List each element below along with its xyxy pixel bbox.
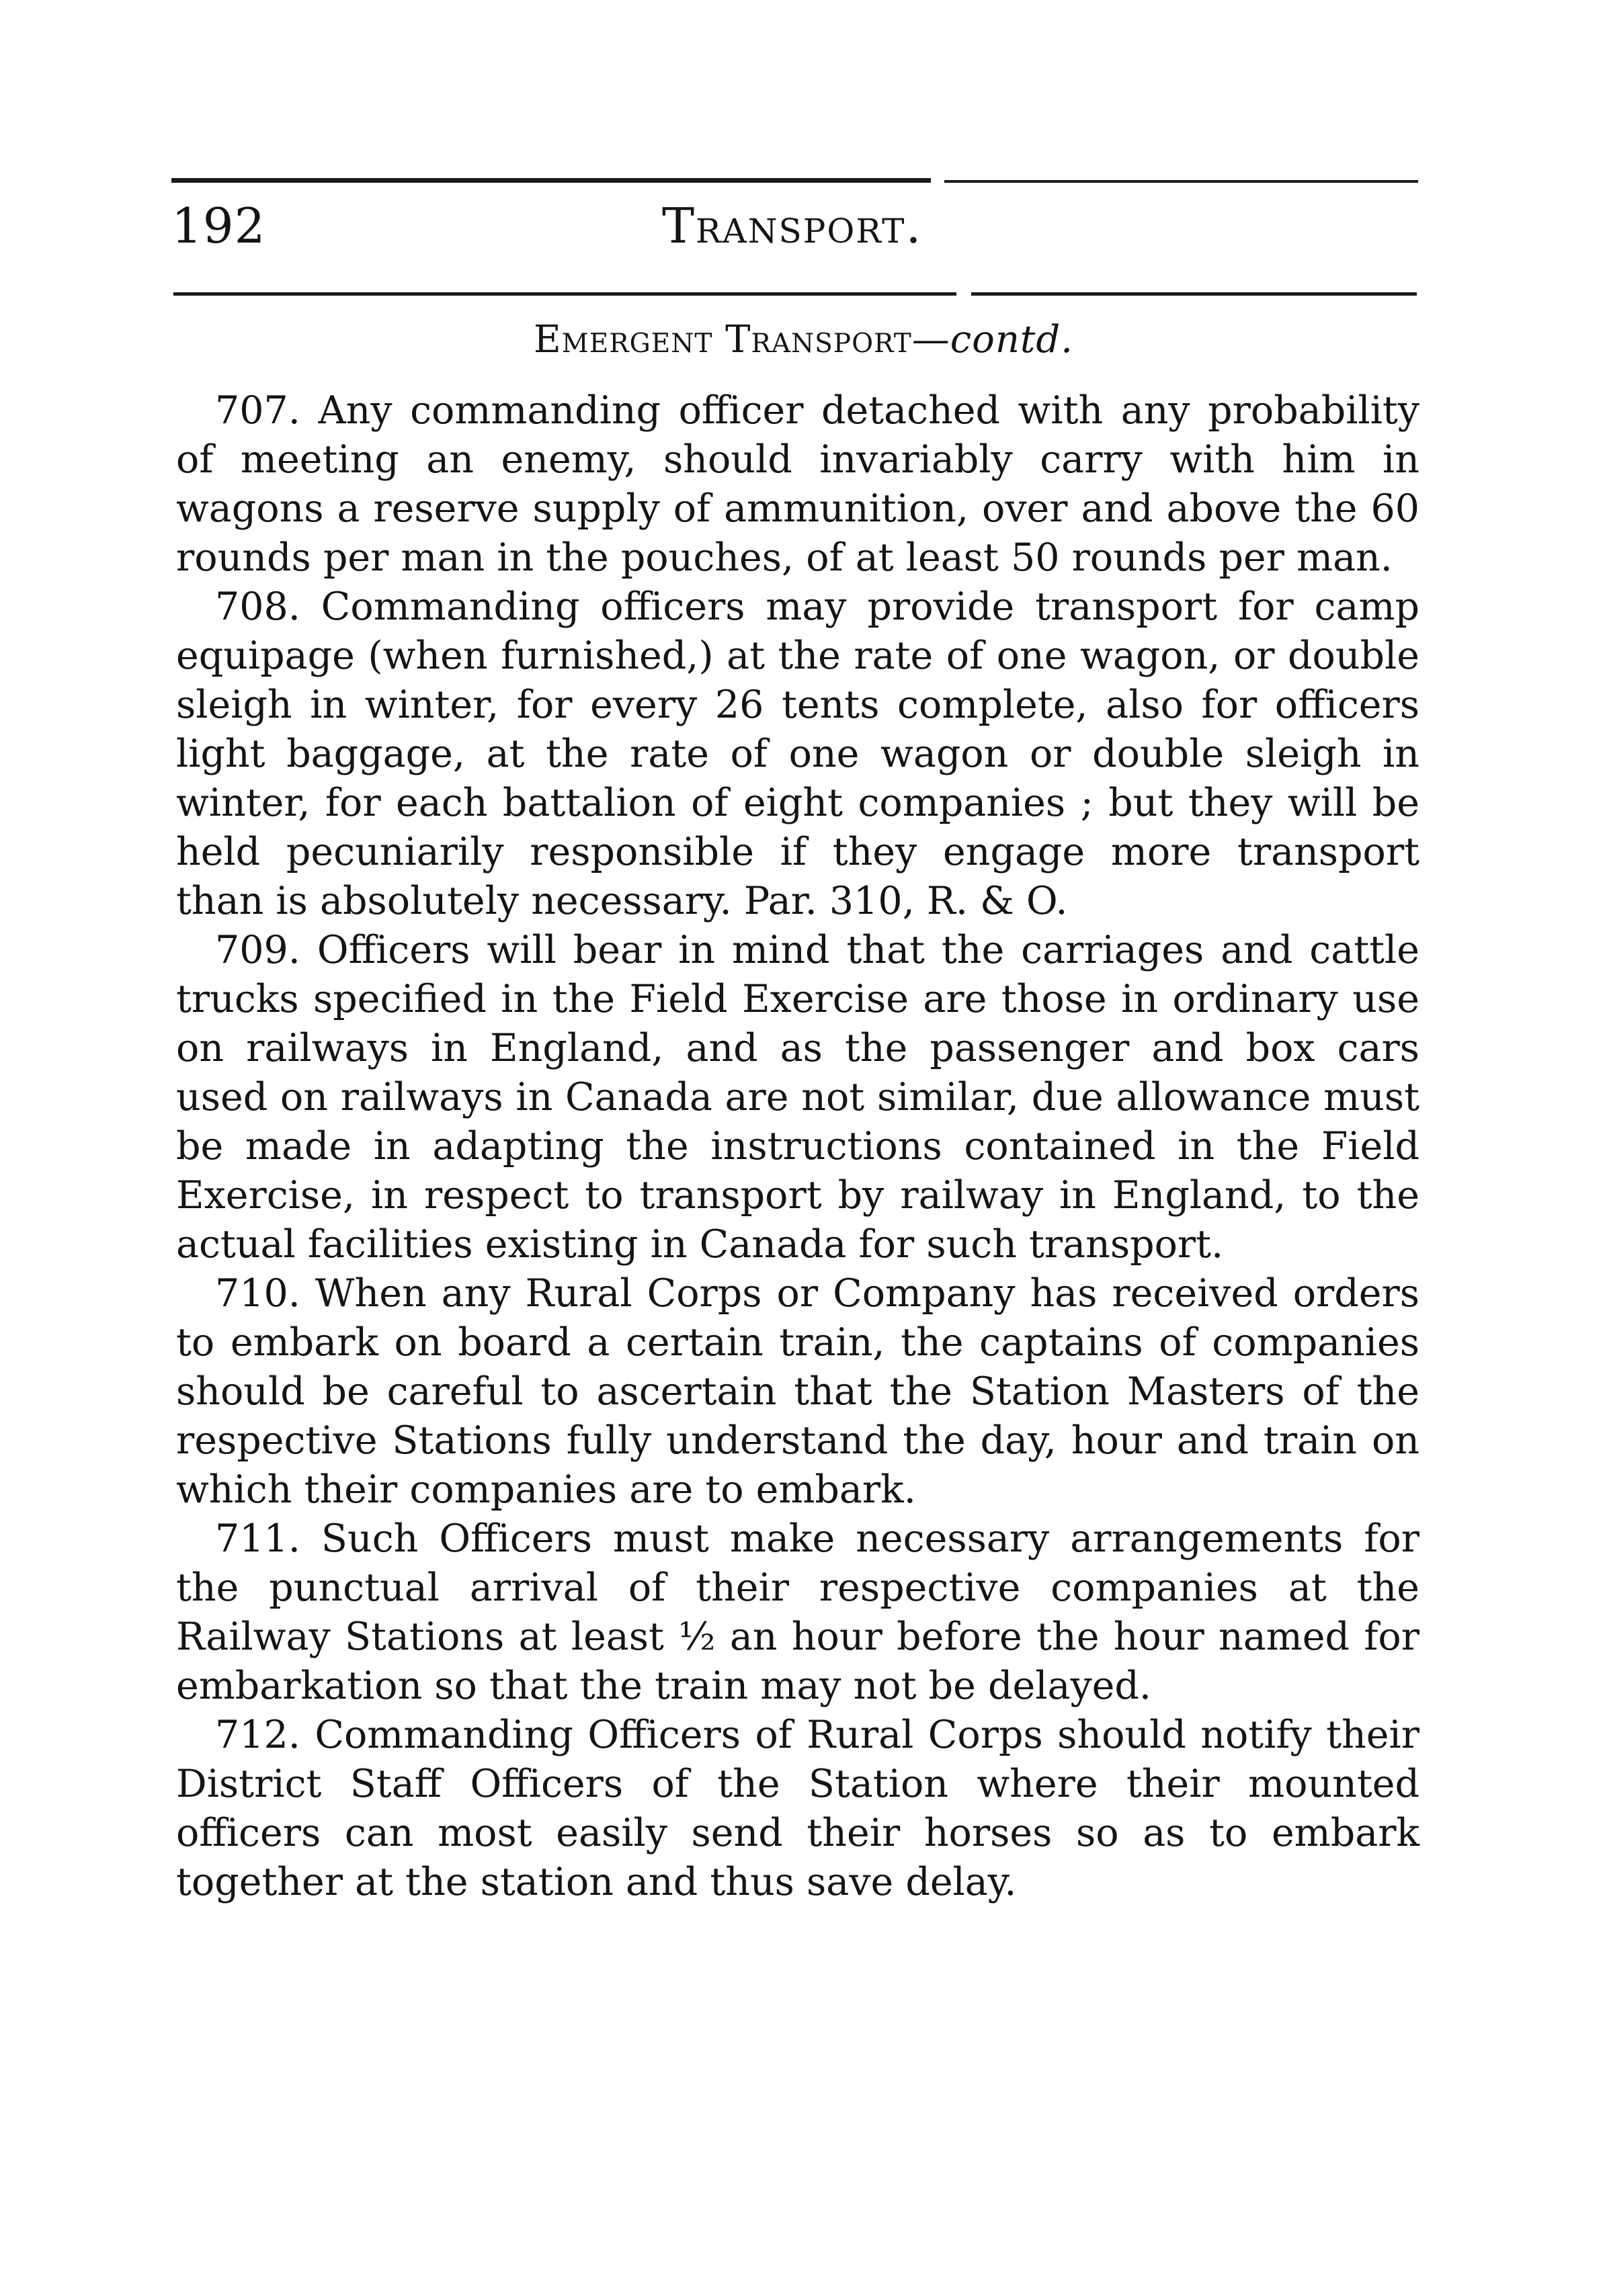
body-text <box>176 386 1419 1907</box>
header-rule-top-left <box>171 178 931 183</box>
paragraph-707: 707. Any commanding officer detached with any probability of meeting an enemy, should invariably carry with him in wagons a reserve supply of ammunition, over and above the 60 rounds per man in the pouches, of at least 50 rounds per man. <box>176 388 1419 580</box>
section-title: Emergent Transport <box>533 318 912 362</box>
paragraph-710: 710. When any Rural Corps or Company has received orders to embark on board a certain train, the captains of companies should be careful to ascertain that the Station Masters of the respective Stations fully understand the day, hour and train on which their companies are to embark. <box>176 1271 1419 1512</box>
paragraph-712: 712. Commanding Officers of Rural Corps should notify their District Staff Officers of the Station where their mounted officers can most easily send their horses so as to embark together at the station and thus save delay. <box>176 1713 1419 1904</box>
section-suffix: —contd. <box>911 318 1074 362</box>
header-rule-bottom-left <box>173 292 956 296</box>
paragraph-711: 711. Such Officers must make necessary arrangements for the punctual arrival of their respective companies at the Railway Stations at least ½ an hour before the hour named for embarkation so that the train may not be delayed. <box>176 1517 1419 1708</box>
paragraph-709: 709. Officers will bear in mind that the carriages and cattle trucks specified in the Field Exercise are those in ordinary use on railways in England, and as the passenger and box cars used on railways in Canada are not similar, due allowance must be made in adapting the instructions contained in the Field Exercise, in respect to transport by railway in England, to the actual facilities existing in Canada for such transport. <box>176 928 1419 1267</box>
header-rule-top-right <box>944 180 1418 183</box>
running-title: Transport. <box>662 198 923 254</box>
paragraph-708: 708. Commanding officers may provide transport for camp equipage (when furnished,) at the rate of one wagon, or double sleigh in winter, for every 26 tents complete, also for officers light baggage, at the rate of one wagon or double sleigh in winter, for each battalion of eight companies ; but they will be held pecuniarily responsible if they engage more transport than is absolutely necessary. Par. 310, R. & O. <box>176 585 1419 923</box>
header-rule-bottom-right <box>971 292 1417 296</box>
page-number: 192 <box>171 198 266 254</box>
section-heading <box>0 318 1607 362</box>
